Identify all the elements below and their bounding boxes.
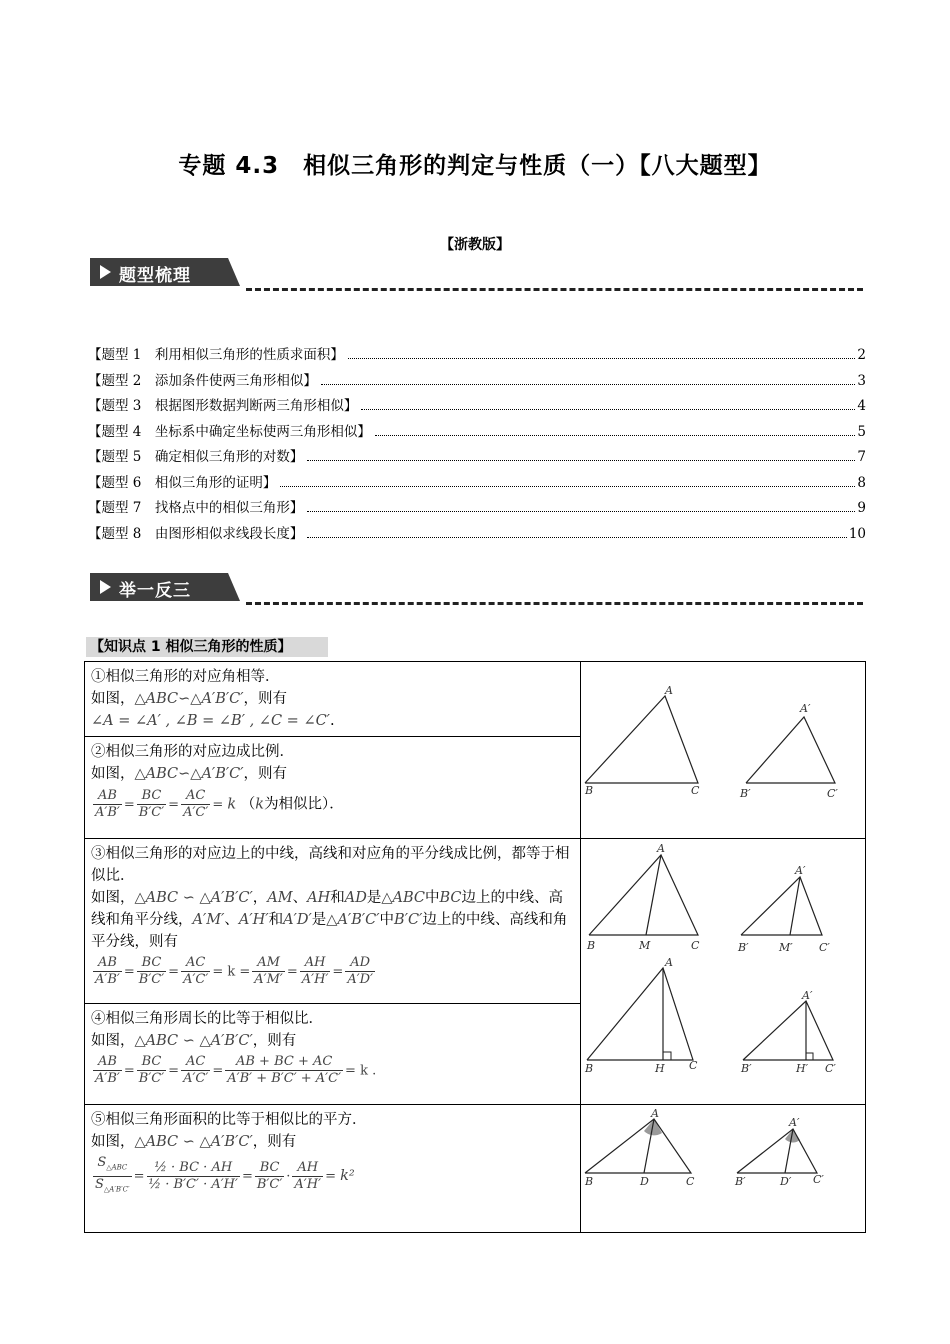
svg-text:B: B bbox=[585, 1175, 594, 1188]
svg-text:B′: B′ bbox=[738, 941, 749, 954]
toc-item[interactable]: 【题型 7 找格点中的相似三角形】 9 bbox=[88, 500, 866, 516]
toc-item[interactable]: 【题型 2 添加条件使两三角形相似】 3 bbox=[88, 372, 866, 389]
divider-line bbox=[246, 602, 863, 605]
page-title: 专题 4.3 相似三角形的判定与性质（一）【八大题型】 bbox=[178, 153, 772, 179]
svg-text:B′: B′ bbox=[740, 786, 751, 800]
knowledge-table bbox=[84, 661, 866, 1233]
svg-text:A: A bbox=[657, 842, 665, 855]
svg-text:D: D bbox=[640, 1175, 649, 1188]
svg-text:A′: A′ bbox=[789, 1116, 800, 1129]
svg-text:C: C bbox=[691, 939, 700, 952]
section-banner-topics bbox=[90, 258, 246, 290]
property-cell-2: ②相似三角形的对应边成比例． 如图，△ABC∽△A′B′C′，则有 $\frac{AB}{A'B'}$ = $\frac{BC}{B'C'}$ = $\frac{AC}{A'C'}$ = k （k为相似比）． bbox=[85, 737, 581, 839]
knowledge-point-heading: 【知识点 1 相似三角形的性质】 bbox=[86, 637, 328, 657]
svg-text:A′: A′ bbox=[795, 864, 806, 877]
svg-text:C: C bbox=[691, 783, 700, 797]
banner-label: 题型梳理 bbox=[119, 266, 191, 286]
svg-text:A: A bbox=[665, 956, 673, 969]
play-arrow-icon bbox=[100, 265, 111, 279]
svg-text:B′: B′ bbox=[741, 1062, 752, 1075]
edition-label: 【浙教版】 bbox=[440, 237, 510, 253]
svg-text:M′: M′ bbox=[779, 941, 793, 954]
banner-label: 举一反三 bbox=[119, 581, 191, 601]
property-cell-5: ⑤相似三角形面积的比等于相似比的平方． 如图，△ABC ∽ △A′B′C′，则有 $\frac{S_{\triangle ABC}}{S_{\triangle A'B'C'}}$ = $\frac{\text{½ · BC · AH}}{\text{½ · B′C′ · A′H′}}$ = $\frac{BC}{B'C'}$ · $\frac{AH}{A'H'}$ = k² bbox=[85, 1105, 581, 1233]
toc-item[interactable]: 【题型 6 相似三角形的证明】 8 bbox=[88, 474, 866, 491]
toc-item[interactable]: 【题型 3 根据图形数据判断两三角形相似】 4 bbox=[88, 398, 866, 414]
svg-text:H: H bbox=[655, 1062, 665, 1075]
figure-angle-bisector bbox=[581, 1105, 866, 1233]
triangle-figure-median-height bbox=[581, 839, 865, 1097]
table-of-contents bbox=[88, 343, 866, 547]
play-arrow-icon bbox=[100, 580, 111, 594]
property-cell-3: ③相似三角形的对应边上的中线，高线和对应角的平分线成比例，都等于相似比． 如图，△ABC ∽ △A′B′C′，AM、AH和AD是△ABC中BC边上的中线、高线和角平分线，A′M′、A′H′和A′D′是△A′B′C′中B′C′边上的中线、高线和角平分线，则有 $\frac{AB}{A'B'}$ = $\frac{BC}{B'C'}$ = $\frac{AC}{A'C'}$ = k = $\frac{AM}{A'M'}$ = $\frac{AH}{A'H'}$ = $\frac{AD}{A'D'}$ bbox=[85, 839, 581, 1004]
svg-text:C: C bbox=[689, 1059, 698, 1072]
svg-text:D′: D′ bbox=[780, 1175, 792, 1188]
toc-item[interactable]: 【题型 8 由图形相似求线段长度】 10 bbox=[88, 525, 866, 542]
figure-similar-triangles bbox=[581, 662, 866, 839]
svg-text:M: M bbox=[639, 939, 651, 952]
svg-text:A′: A′ bbox=[802, 989, 813, 1002]
toc-item[interactable]: 【题型 5 确定相似三角形的对数】 7 bbox=[88, 449, 866, 465]
property-cell-4: ④相似三角形周长的比等于相似比． 如图，△ABC ∽ △A′B′C′，则有 $\frac{AB}{A'B'}$ = $\frac{BC}{B'C'}$ = $\frac{AC}{A'C'}$ = $\frac{AB + BC + AC}{A'B' + B'C' + A'C'}$ = k . bbox=[85, 1003, 581, 1104]
svg-text:C′: C′ bbox=[819, 941, 830, 954]
svg-text:C′: C′ bbox=[813, 1173, 824, 1186]
toc-item[interactable]: 【题型 4 坐标系中确定坐标使两三角形相似】 5 bbox=[88, 423, 866, 440]
svg-text:B′: B′ bbox=[735, 1175, 746, 1188]
svg-text:B: B bbox=[587, 939, 596, 952]
svg-text:A: A bbox=[665, 683, 673, 697]
property-cell-1: ①相似三角形的对应角相等． 如图，△ABC∽△A′B′C′，则有 ∠A = ∠A′ , ∠B = ∠B′ , ∠C = ∠C′. bbox=[85, 662, 581, 737]
section-banner-examples bbox=[90, 573, 246, 605]
svg-text:A: A bbox=[651, 1107, 659, 1120]
svg-text:H′: H′ bbox=[796, 1062, 809, 1075]
figure-median-altitude bbox=[581, 839, 866, 1105]
svg-text:C′: C′ bbox=[827, 786, 838, 800]
toc-item[interactable]: 【题型 1 利用相似三角形的性质求面积】 2 bbox=[88, 347, 866, 363]
divider-line bbox=[246, 288, 863, 291]
svg-text:C′: C′ bbox=[825, 1062, 836, 1075]
svg-text:A′: A′ bbox=[800, 701, 811, 715]
svg-text:B: B bbox=[585, 783, 594, 797]
triangle-figure-bisector bbox=[581, 1105, 865, 1225]
svg-text:B: B bbox=[585, 1062, 594, 1075]
svg-text:C: C bbox=[686, 1175, 695, 1188]
triangle-figure bbox=[581, 663, 865, 831]
